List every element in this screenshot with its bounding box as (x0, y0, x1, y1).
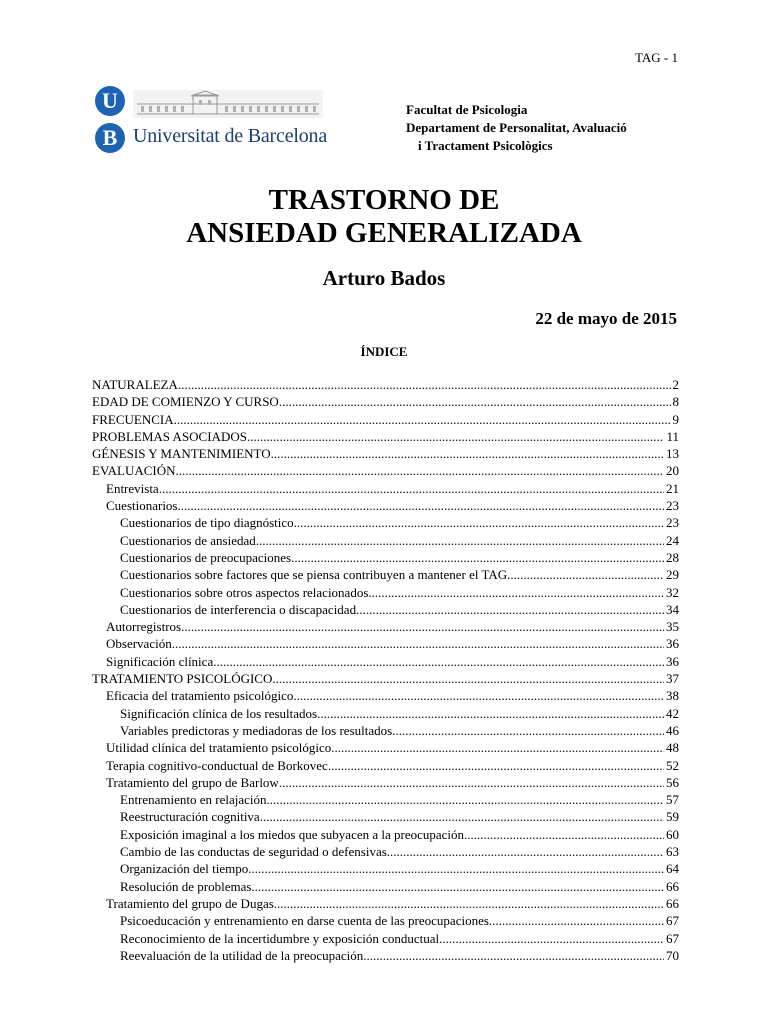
toc-entry[interactable] (92, 705, 679, 722)
toc-leader-dots (274, 895, 664, 912)
toc-entry-page: 35 (666, 619, 679, 635)
document-date: 22 de mayo de 2015 (535, 309, 677, 328)
toc-leader-dots (174, 411, 671, 428)
toc-entry-page: 46 (666, 722, 679, 738)
toc-entry-title: Utilidad clínica del tratamiento psicológico (106, 740, 332, 756)
logo-u-icon: U (95, 86, 125, 116)
toc-leader-dots (489, 912, 664, 929)
toc-entry-page: 28 (666, 549, 679, 565)
toc-entry-page: 24 (666, 532, 679, 548)
toc-leader-dots (213, 653, 664, 670)
toc-entry-title: Reconocimiento de la incertidumbre y exposición conductual (120, 930, 440, 946)
toc-entry[interactable] (92, 774, 679, 791)
toc-entry-title: Cambio de las conductas de seguridad o defensivas (120, 844, 387, 860)
toc-leader-dots (271, 445, 664, 462)
toc-entry-page: 70 (666, 947, 679, 963)
toc-entry-page: 64 (666, 861, 679, 877)
toc-entry-title: Cuestionarios de preocupaciones (120, 549, 292, 565)
toc-entry-title: Cuestionarios de interferencia o discapacidad (120, 601, 357, 617)
toc-entry-page: 8 (672, 394, 679, 410)
toc-leader-dots (172, 635, 664, 652)
toc-entry[interactable] (92, 878, 679, 895)
toc-leader-dots (368, 584, 664, 601)
toc-entry-page: 29 (666, 567, 679, 583)
logo-b-icon: B (95, 123, 125, 153)
title-line-2: ANSIEDAD GENERALIZADA (186, 217, 582, 249)
toc-entry-title: Resolución de problemas (120, 878, 252, 894)
toc-entry[interactable] (92, 860, 679, 877)
university-logo (95, 86, 335, 156)
toc-leader-dots (279, 393, 671, 410)
toc-entry-title: Significación clínica de los resultados (120, 705, 318, 721)
toc-leader-dots (178, 497, 665, 514)
toc-entry-page: 66 (666, 895, 679, 911)
toc-entry-title: Cuestionarios (106, 498, 178, 514)
toc-leader-dots (392, 722, 664, 739)
toc-entry-title: Reevaluación de la utilidad de la preocupación (120, 947, 364, 963)
toc-entry[interactable] (92, 895, 679, 912)
toc-entry[interactable] (92, 497, 679, 514)
toc-entry-title: Cuestionarios sobre otros aspectos relacionados (120, 584, 369, 600)
toc-entry[interactable] (92, 912, 679, 929)
toc-leader-dots (267, 791, 664, 808)
author: Arturo Bados (322, 266, 446, 290)
toc-entry[interactable] (92, 930, 679, 947)
toc-leader-dots (256, 532, 664, 549)
toc-entry-page: 52 (666, 757, 679, 773)
page-number: TAG - 1 (634, 50, 678, 65)
toc-leader-dots (363, 947, 664, 964)
toc-entry[interactable] (92, 757, 679, 774)
toc-entry-title: EVALUACIÓN (92, 463, 176, 479)
toc-leader-dots (181, 618, 664, 635)
toc-entry-page: 20 (666, 463, 679, 479)
toc-entry[interactable] (92, 462, 679, 479)
toc-entry-page: 60 (666, 826, 679, 842)
toc-entry[interactable] (92, 843, 679, 860)
toc-entry-title: Significación clínica (106, 653, 214, 669)
document-title (0, 184, 768, 250)
toc-entry-page: 56 (666, 774, 679, 790)
toc-leader-dots (387, 843, 664, 860)
toc-entry-title: Entrenamiento en relajación (120, 792, 267, 808)
toc-entry-page: 67 (666, 930, 679, 946)
toc-entry-page: 57 (666, 792, 679, 808)
toc-leader-dots (507, 566, 664, 583)
toc-entry-title: Tratamiento del grupo de Barlow (106, 774, 279, 790)
toc-entry-page: 23 (666, 498, 679, 514)
toc-entry-page: 13 (666, 446, 679, 462)
toc-entry-page: 21 (666, 480, 679, 496)
toc-entry-page: 42 (666, 705, 679, 721)
toc-leader-dots (248, 860, 664, 877)
toc-entry-title: Organización del tiempo (120, 861, 249, 877)
toc-leader-dots (260, 808, 664, 825)
toc-entry-title: Variables predictoras y mediadoras de los resultados (120, 722, 393, 738)
table-of-contents (92, 376, 679, 964)
toc-leader-dots (317, 705, 664, 722)
toc-entry[interactable] (92, 635, 679, 652)
toc-leader-dots (293, 687, 664, 704)
toc-entry-title: TRATAMIENTO PSICOLÓGICO (92, 671, 273, 687)
toc-entry-page: 2 (672, 377, 679, 392)
toc-entry-page: 37 (666, 671, 679, 687)
toc-entry[interactable] (92, 445, 679, 462)
toc-entry-title: Cuestionarios sobre factores que se piensa contribuyen a mantener el TAG (120, 567, 508, 583)
toc-leader-dots (159, 480, 664, 497)
toc-entry-title: EDAD DE COMIENZO Y CURSO (92, 394, 279, 410)
toc-leader-dots (294, 514, 664, 531)
toc-entry[interactable] (92, 653, 679, 670)
faculty-block (406, 101, 627, 155)
building-icon (133, 90, 323, 118)
toc-entry[interactable] (92, 687, 679, 704)
toc-entry[interactable] (92, 670, 679, 687)
toc-entry-title: Terapia cognitivo-conductual de Borkovec (106, 757, 328, 773)
toc-entry-page: 63 (666, 844, 679, 860)
toc-entry[interactable] (92, 428, 679, 445)
toc-entry[interactable] (92, 411, 679, 428)
toc-entry-title: Cuestionarios de ansiedad (120, 532, 256, 548)
toc-entry[interactable] (92, 393, 679, 410)
toc-leader-dots (331, 739, 664, 756)
toc-entry-title: Autorregistros (106, 619, 182, 635)
toc-entry-page: 34 (666, 601, 679, 617)
toc-entry-page: 48 (666, 740, 679, 756)
toc-entry-title: Entrevista (106, 480, 159, 496)
toc-entry-title: Psicoeducación y entrenamiento en darse cuenta de las preocupaciones (120, 913, 489, 929)
toc-entry[interactable] (92, 480, 679, 497)
toc-entry[interactable] (92, 532, 679, 549)
toc-entry[interactable] (92, 549, 679, 566)
toc-entry[interactable] (92, 584, 679, 601)
toc-entry[interactable] (92, 826, 679, 843)
toc-leader-dots (178, 376, 671, 393)
toc-leader-dots (328, 757, 664, 774)
toc-entry-title: PROBLEMAS ASOCIADOS (92, 428, 247, 444)
toc-entry[interactable] (92, 514, 679, 531)
toc-leader-dots (464, 826, 664, 843)
toc-leader-dots (272, 670, 664, 687)
toc-entry-page: 11 (666, 428, 679, 444)
toc-entry-page: 66 (666, 878, 679, 894)
toc-entry-title: Eficacia del tratamiento psicológico (106, 688, 294, 704)
title-line-1: TRASTORNO DE (268, 184, 500, 216)
toc-entry[interactable] (92, 376, 679, 393)
toc-entry-page: 67 (666, 913, 679, 929)
toc-leader-dots (176, 462, 664, 479)
toc-entry-page: 36 (666, 636, 679, 652)
toc-entry-page: 59 (666, 809, 679, 825)
toc-entry-page: 36 (666, 653, 679, 669)
toc-entry-page: 23 (666, 515, 679, 531)
toc-entry[interactable] (92, 947, 679, 964)
toc-entry[interactable] (92, 791, 679, 808)
toc-entry[interactable] (92, 601, 679, 618)
toc-entry[interactable] (92, 618, 679, 635)
faculty-line-3: i Tractament Psicològics (418, 138, 553, 153)
toc-entry[interactable] (92, 739, 679, 756)
toc-entry-title: Cuestionarios de tipo diagnóstico (120, 515, 294, 531)
toc-leader-dots (291, 549, 664, 566)
toc-entry-title: Exposición imaginal a los miedos que subyacen a la preocupación (120, 826, 465, 842)
toc-entry[interactable] (92, 808, 679, 825)
toc-entry-page: 38 (666, 688, 679, 704)
toc-entry-title: GÉNESIS Y MANTENIMIENTO (92, 446, 271, 462)
toc-entry-title: Tratamiento del grupo de Dugas (106, 895, 274, 911)
toc-leader-dots (439, 930, 664, 947)
toc-leader-dots (356, 601, 664, 618)
logo-name: Universitat de Barcelona (133, 125, 328, 147)
faculty-line-1: Facultat de Psicologia (406, 102, 528, 117)
toc-entry[interactable] (92, 566, 679, 583)
toc-entry-title: FRECUENCIA (92, 411, 174, 427)
toc-leader-dots (247, 428, 665, 445)
toc-leader-dots (279, 774, 664, 791)
toc-leader-dots (251, 878, 664, 895)
toc-entry-title: Observación (106, 636, 172, 652)
toc-entry-title: Reestructuración cognitiva (120, 809, 260, 825)
faculty-line-2: Departament de Personalitat, Avaluació (406, 120, 627, 135)
toc-entry[interactable] (92, 722, 679, 739)
toc-entry-title: NATURALEZA (92, 377, 178, 392)
index-heading: ÍNDICE (360, 344, 408, 359)
toc-entry-page: 32 (666, 584, 679, 600)
toc-entry-page: 9 (672, 411, 679, 427)
